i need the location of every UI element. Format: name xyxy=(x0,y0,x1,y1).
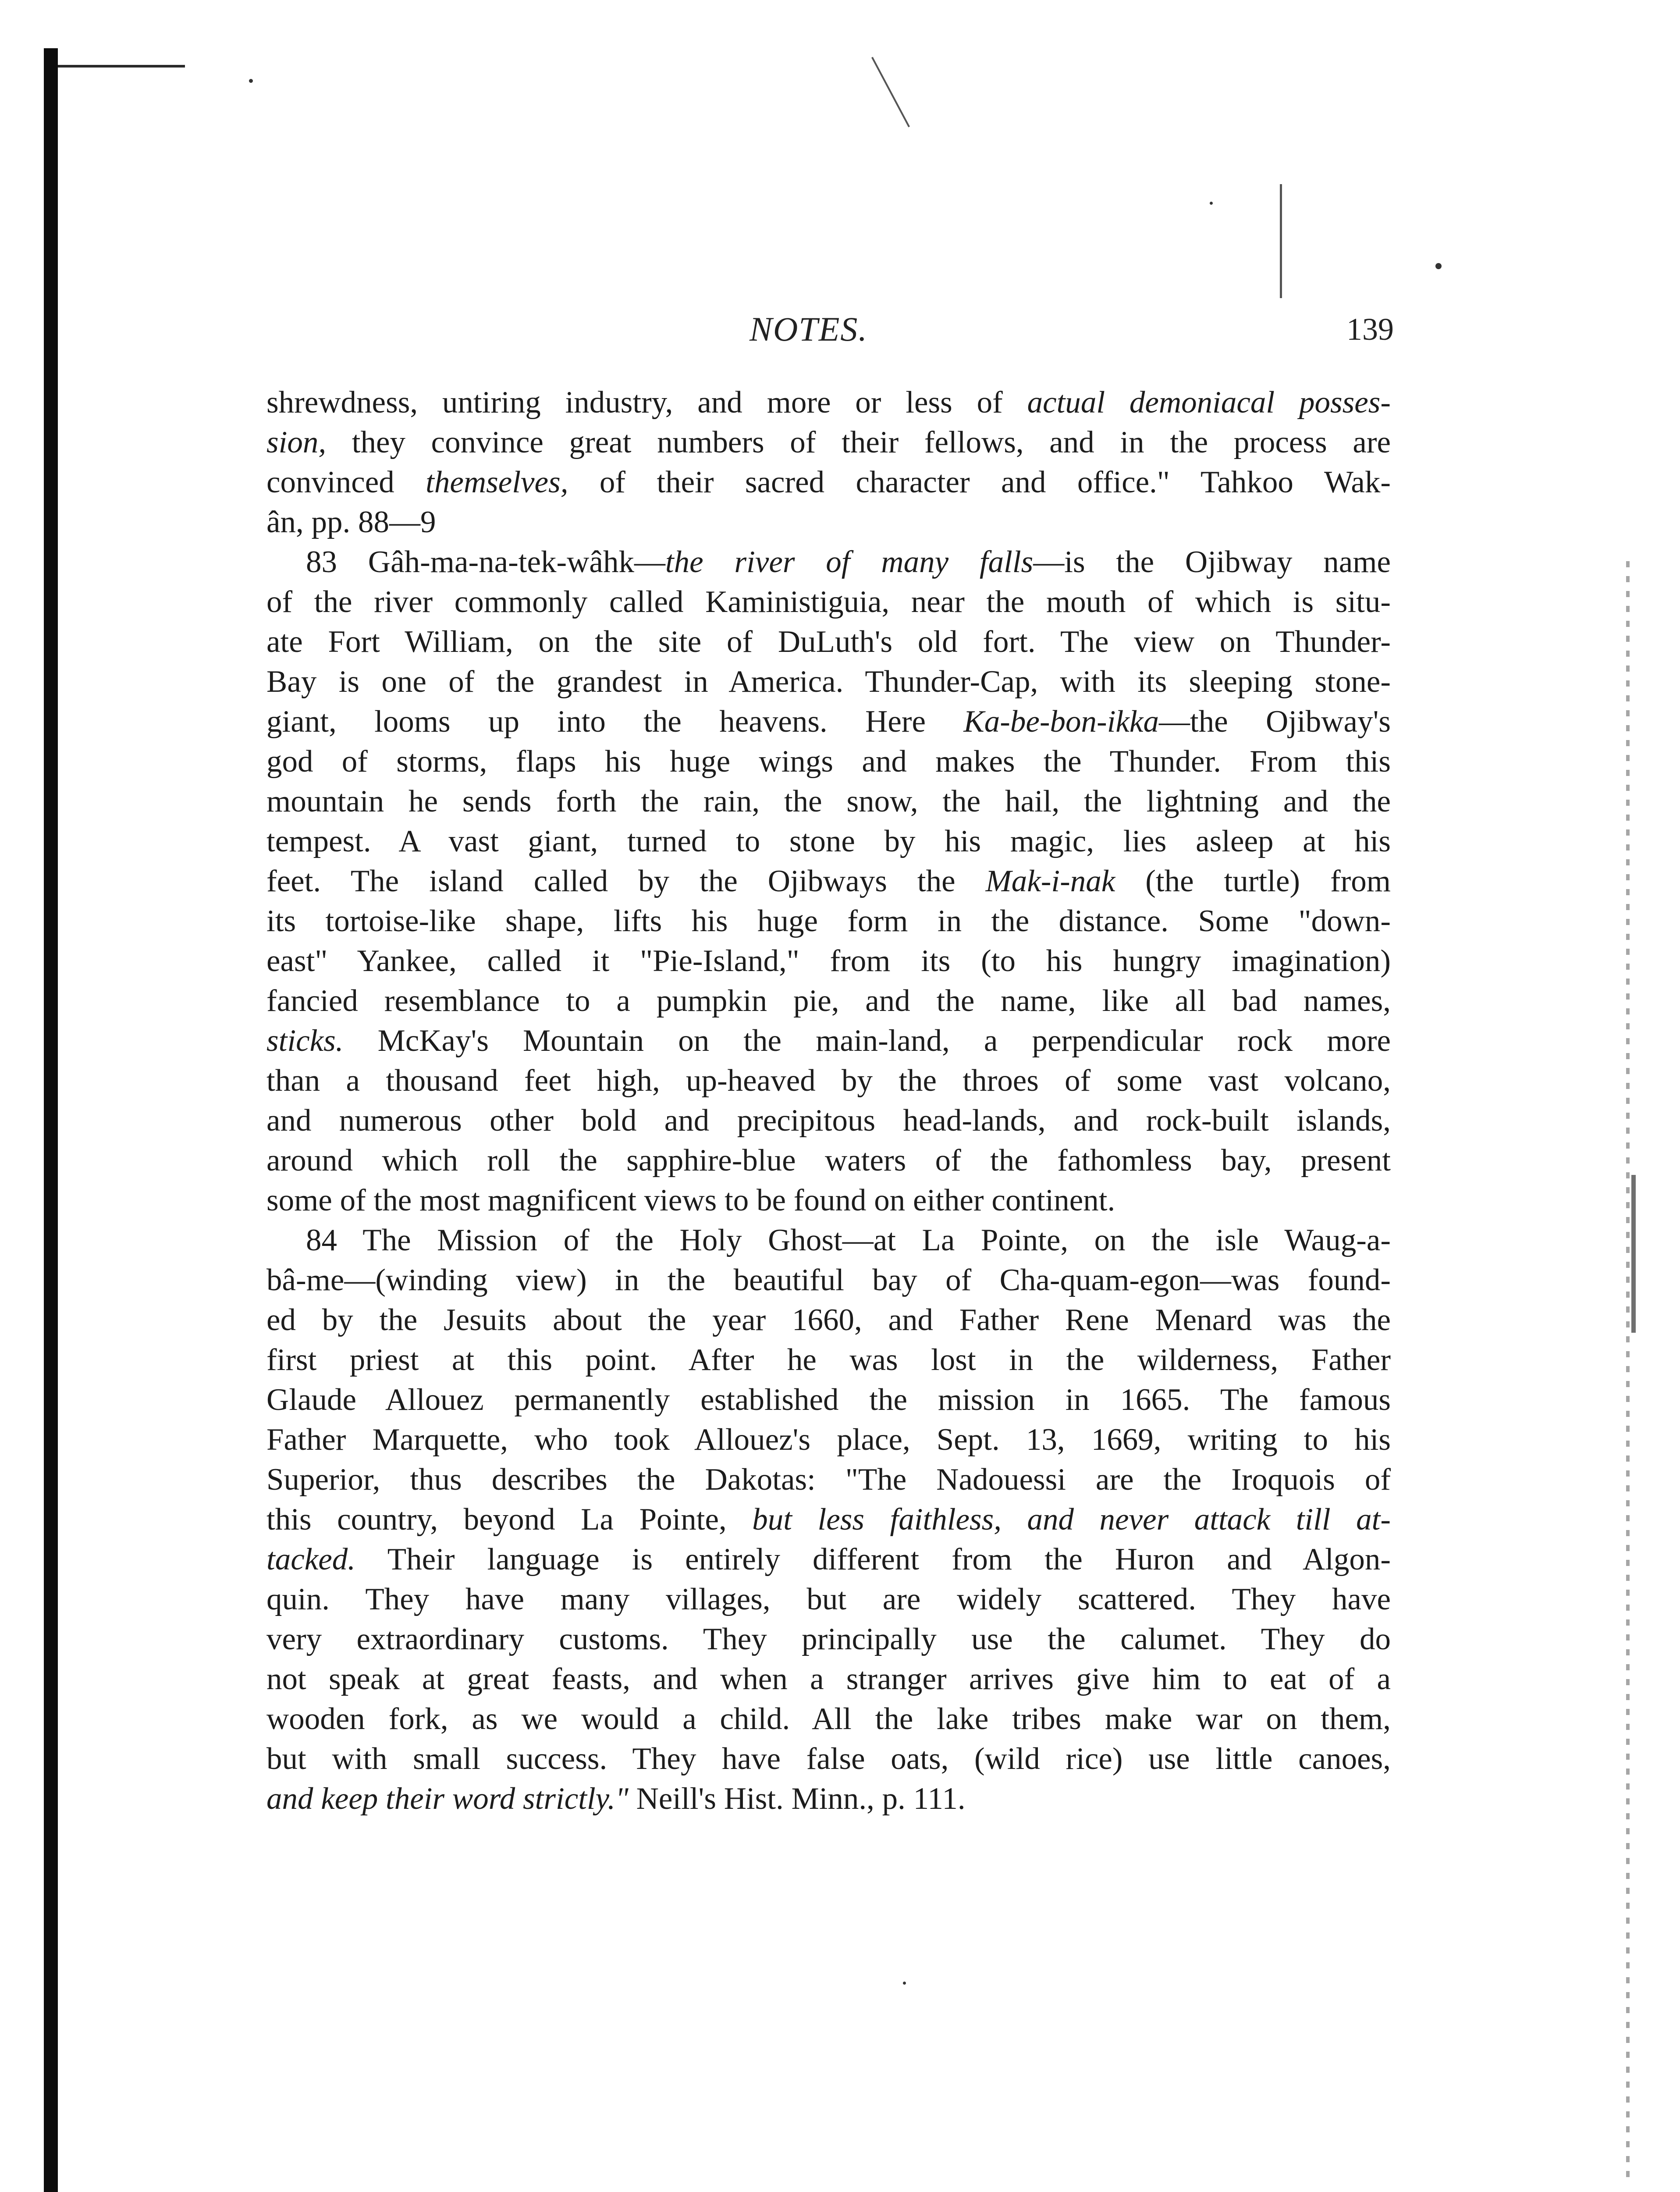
text-run: fancied resemblance to a pumpkin pie, and the name, like all bad names, xyxy=(266,984,1391,1018)
text-line xyxy=(266,1380,1391,1420)
text-run: of their sacred character and office." Tahkoo Wak- xyxy=(568,465,1391,499)
text-line xyxy=(266,1221,1391,1260)
text-run: first priest at this point. After he was lost in the wilderness, Father xyxy=(266,1343,1391,1377)
text-line xyxy=(266,1739,1391,1779)
text-line xyxy=(266,1420,1391,1460)
italic-text: sticks. xyxy=(266,1024,344,1058)
text-run: this country, beyond La Pointe, xyxy=(266,1502,753,1537)
italic-text: but less faithless, and never attack till at- xyxy=(752,1502,1391,1537)
text-line xyxy=(266,502,1391,542)
text-line xyxy=(266,822,1391,861)
italic-text: actual demoniacal posses- xyxy=(1027,385,1391,420)
text-run: shrewdness, untiring industry, and more or less of xyxy=(266,385,1027,420)
page-edge-shadow xyxy=(1626,561,1630,2183)
text-run: McKay's Mountain on the main-land, a perpendicular rock more xyxy=(343,1024,1391,1058)
text-run: mountain he sends forth the rain, the snow, the hail, the lightning and the xyxy=(266,784,1391,818)
text-run: around which roll the sapphire-blue waters of the fathomless bay, present xyxy=(266,1143,1391,1178)
page-title: NOTES. xyxy=(749,310,868,348)
text-run: —is the Ojibway name xyxy=(1033,545,1391,579)
text-line xyxy=(266,622,1391,662)
text-line xyxy=(266,1260,1391,1300)
text-run: convinced xyxy=(266,465,426,499)
text-line xyxy=(266,1540,1391,1580)
text-run: quin. They have many villages, but are widely scattered. They have xyxy=(266,1582,1391,1616)
italic-text: Mak-i-nak xyxy=(985,864,1115,898)
text-line xyxy=(266,861,1391,901)
text-run: than a thousand feet high, up-heaved by the throes of some vast volcano, xyxy=(266,1064,1391,1098)
text-line xyxy=(266,1300,1391,1340)
text-line xyxy=(266,463,1391,502)
scan-speck xyxy=(249,79,253,83)
text-run: Neill's Hist. Minn., p. 111. xyxy=(628,1782,966,1816)
text-line xyxy=(266,582,1391,622)
text-line xyxy=(266,542,1391,582)
italic-text: the river of many falls xyxy=(665,545,1034,579)
text-line xyxy=(266,662,1391,702)
text-line xyxy=(266,981,1391,1021)
text-line xyxy=(266,1500,1391,1540)
text-run: ate Fort William, on the site of DuLuth's old fort. The view on Thunder- xyxy=(266,625,1391,659)
scan-mark xyxy=(58,65,185,68)
italic-text: and keep their word strictly." xyxy=(266,1782,629,1816)
text-run: (the turtle) from xyxy=(1115,864,1391,898)
text-run: Glaude Allouez permanently established the mission in 1665. The famous xyxy=(266,1383,1391,1417)
scan-speck xyxy=(1435,263,1442,269)
scan-speck xyxy=(903,1982,906,1985)
text-run: its tortoise-like shape, lifts his huge form in the distance. Some "down- xyxy=(266,904,1391,938)
text-line xyxy=(266,1340,1391,1380)
binding-shadow xyxy=(44,48,58,2192)
text-run: —the Ojibway's xyxy=(1158,705,1391,739)
text-run: east" Yankee, called it "Pie-Island," from its (to his hungry imagination) xyxy=(266,944,1391,978)
text-run: bâ-me—(winding view) in the beautiful bay of Cha-quam-egon—was found- xyxy=(266,1263,1391,1297)
text-run: feet. The island called by the Ojibways the xyxy=(266,864,986,898)
text-line xyxy=(266,742,1391,782)
text-run: tempest. A vast giant, turned to stone by his magic, lies asleep at his xyxy=(266,824,1391,858)
scan-hair xyxy=(1280,184,1282,298)
notes-text xyxy=(266,383,1391,1819)
text-run: Their language is entirely different from the Huron and Algon- xyxy=(355,1542,1391,1576)
text-line xyxy=(266,1460,1391,1500)
text-line xyxy=(266,702,1391,742)
text-line xyxy=(266,1021,1391,1061)
text-run: 83 Gâh-ma-na-tek-wâhk— xyxy=(306,545,665,579)
text-line xyxy=(266,1141,1391,1181)
text-run: Bay is one of the grandest in America. Thunder-Cap, with its sleeping stone- xyxy=(266,665,1391,699)
text-run: not speak at great feasts, and when a stranger arrives give him to eat of a xyxy=(266,1662,1391,1696)
text-line xyxy=(266,383,1391,423)
running-head xyxy=(263,307,1394,359)
text-line xyxy=(266,1061,1391,1101)
text-run: but with small success. They have false oats, (wild rice) use little canoes, xyxy=(266,1742,1391,1776)
text-line xyxy=(266,1699,1391,1739)
text-run: Superior, thus describes the Dakotas: "The Nadouessi are the Iroquois of xyxy=(266,1463,1391,1497)
text-line xyxy=(266,1181,1391,1221)
scan-speck xyxy=(1210,202,1213,205)
text-run: they convince great numbers of their fellows, and in the process are xyxy=(326,425,1391,459)
text-line xyxy=(266,1619,1391,1659)
text-line xyxy=(266,1779,1391,1819)
text-run: 84 The Mission of the Holy Ghost—at La Pointe, on the isle Waug-a- xyxy=(306,1223,1391,1257)
text-line xyxy=(266,423,1391,463)
text-line xyxy=(266,941,1391,981)
text-run: ed by the Jesuits about the year 1660, and Father Rene Menard was the xyxy=(266,1303,1391,1337)
text-run: wooden fork, as we would a child. All the lake tribes make war on them, xyxy=(266,1702,1391,1736)
italic-text: tacked. xyxy=(266,1542,356,1576)
text-run: ân, pp. 88—9 xyxy=(266,505,436,539)
text-line xyxy=(266,1580,1391,1619)
page-number: 139 xyxy=(1346,312,1394,347)
text-run: of the river commonly called Kaministiguia, near the mouth of which is situ- xyxy=(266,585,1391,619)
text-line xyxy=(266,901,1391,941)
text-run: very extraordinary customs. They principally use the calumet. They do xyxy=(266,1622,1391,1656)
page-edge-shadow-dark xyxy=(1631,1175,1636,1333)
text-line xyxy=(266,1659,1391,1699)
text-run: Father Marquette, who took Allouez's place, Sept. 13, 1669, writing to his xyxy=(266,1423,1391,1457)
italic-text: themselves, xyxy=(426,465,568,499)
scan-hair xyxy=(871,57,910,128)
text-run: giant, looms up into the heavens. Here xyxy=(266,705,964,739)
italic-text: Ka-be-bon-ikka xyxy=(963,705,1159,739)
text-run: god of storms, flaps his huge wings and makes the Thunder. From this xyxy=(266,744,1391,779)
text-run: some of the most magnificent views to be found on either continent. xyxy=(266,1183,1115,1217)
text-run: and numerous other bold and precipitous head-lands, and rock-built islands, xyxy=(266,1103,1391,1138)
text-line xyxy=(266,1101,1391,1141)
italic-text: sion, xyxy=(266,425,327,459)
text-line xyxy=(266,782,1391,822)
